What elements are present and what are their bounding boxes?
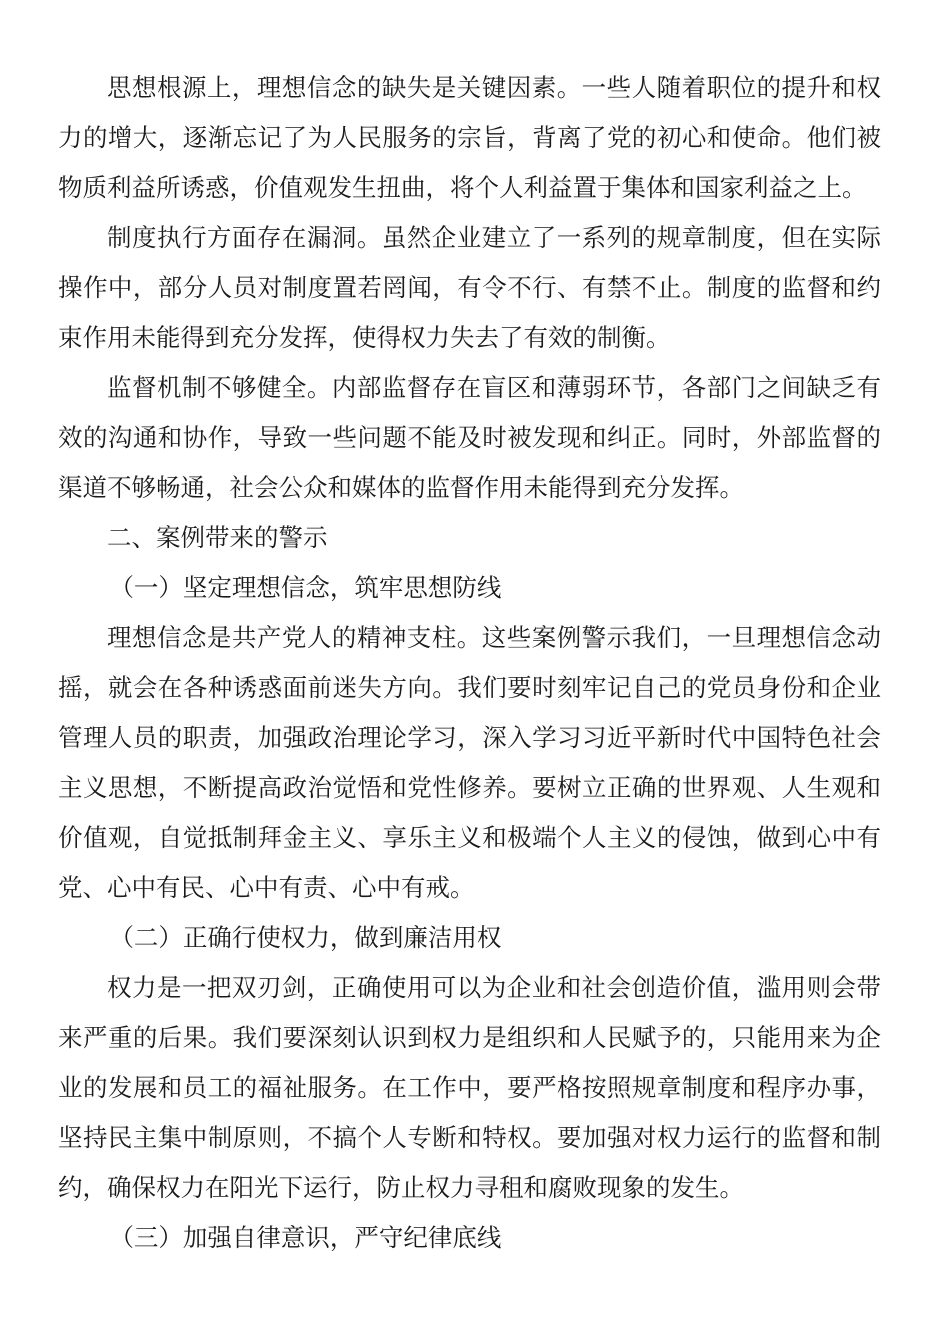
document-body <box>58 63 881 1263</box>
body-paragraph: 监督机制不够健全。内部监督存在盲区和薄弱环节，各部门之间缺乏有效的沟通和协作，导致一些问题不能及时被发现和纠正。同时，外部监督的渠道不够畅通，社会公众和媒体的监督作用未能得到充分发挥。 <box>58 373 881 502</box>
body-paragraph: 制度执行方面存在漏洞。虽然企业建立了一系列的规章制度，但在实际操作中，部分人员对制度置若罔闻，有令不行、有禁不止。制度的监督和约束作用未能得到充分发挥，使得权力失去了有效的制衡。 <box>58 223 881 352</box>
subsection-heading: （二）正确行使权力，做到廉洁用权 <box>109 923 502 952</box>
subsection-heading: （一）坚定理想信念，筑牢思想防线 <box>109 573 502 602</box>
section-heading: 二、案例带来的警示 <box>107 523 328 552</box>
subsection-heading: （三）加强自律意识，严守纪律底线 <box>109 1223 502 1252</box>
body-paragraph: 权力是一把双刃剑，正确使用可以为企业和社会创造价值，滥用则会带来严重的后果。我们要深刻认识到权力是组织和人民赋予的，只能用来为企业的发展和员工的福祉服务。在工作中，要严格按照规章制度和程序办事，坚持民主集中制原则，不搞个人专断和特权。要加强对权力运行的监督和制约，确保权力在阳光下运行，防止权力寻租和腐败现象的发生。 <box>58 973 881 1202</box>
body-paragraph: 思想根源上，理想信念的缺失是关键因素。一些人随着职位的提升和权力的增大，逐渐忘记了为人民服务的宗旨，背离了党的初心和使命。他们被物质利益所诱惑，价值观发生扭曲，将个人利益置于集体和国家利益之上。 <box>58 73 881 202</box>
body-paragraph: 理想信念是共产党人的精神支柱。这些案例警示我们，一旦理想信念动摇，就会在各种诱惑面前迷失方向。我们要时刻牢记自己的党员身份和企业管理人员的职责，加强政治理论学习，深入学习习近平新时代中国特色社会主义思想，不断提高政治觉悟和党性修养。要树立正确的世界观、人生观和价值观，自觉抵制拜金主义、享乐主义和极端个人主义的侵蚀，做到心中有党、心中有民、心中有责、心中有戒。 <box>58 623 881 902</box>
